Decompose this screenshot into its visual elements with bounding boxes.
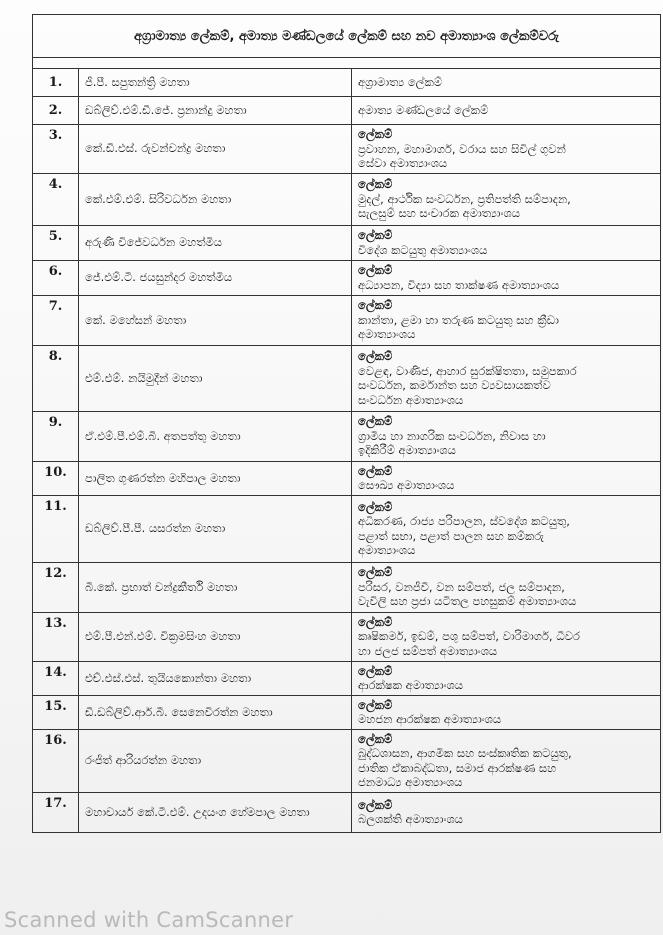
secretary-post (352, 69, 661, 97)
ministry-line: පරිසර, වනජීවී, වන සම්පත්, ජල සම්පාදන, (358, 579, 565, 594)
table-row (33, 461, 661, 495)
ministry-line: සැලසුම් සහ සංචාරක අමාත්‍යාංශය (358, 206, 520, 221)
secretary-post (352, 729, 661, 792)
secretary-name: ඩබ්ලිව්.පී.පී. යසරත්න මහතා (79, 495, 352, 562)
post-title: ලේකම් (358, 298, 393, 313)
row-number: 12. (33, 562, 79, 612)
table-title: අග්‍රාමාත්‍ය ලේකම්, අමාත්‍ය මණ්ඩලයේ ලේකම් සහ නව අමාත්‍යාංශ ලේකම්වරු (33, 15, 661, 58)
ministry-line: කාන්තා, ළමා හා තරුණ කටයුතු සහ ක්‍රීඩා (358, 312, 559, 327)
ministry-line: අධ්‍යාපන, විද්‍යා සහ තාක්ෂණ අමාත්‍යාංශය (358, 277, 560, 292)
ministry-line: කෘෂිකර්ම, ඉඩම්, පශු සම්පත්, වාරිමාර්ග, ධීවර (358, 629, 580, 644)
row-number: 7. (33, 295, 79, 345)
table-row (33, 411, 661, 461)
ministry-line: ග්‍රාමීය හා නාගරික සංවර්ධන, නිවාස හා (358, 428, 546, 443)
secretary-post (352, 411, 661, 461)
secretary-post (352, 173, 661, 225)
secretary-name: එම්.පී.එන්.එම්. වික්‍රමසිංහ මහතා (79, 612, 352, 661)
ministry-line: වැවිලි සහ ප්‍රජා යටිතල පහසුකම් අමාත්‍යාංශය (358, 594, 577, 609)
table-row (33, 695, 661, 729)
row-number: 6. (33, 260, 79, 295)
secretary-post (352, 695, 661, 729)
row-number: 17. (33, 792, 79, 832)
ministry-line: සේවා අමාත්‍යාංශය (358, 156, 448, 170)
post-title: ලේකම් (358, 614, 393, 629)
ministry-line: මහජන ආරක්ෂක අමාත්‍යාංශය (358, 712, 502, 726)
row-number: 16. (33, 729, 79, 792)
post-title: ලේකම් (358, 414, 393, 429)
ministry-line: විදේශ කටයුතු අමාත්‍යාංශය (358, 242, 488, 257)
ministry-line: වෙළඳ, වාණිජ, ආහාර සුරක්ෂිතතා, සමුපකාර (358, 363, 577, 378)
row-number: 4. (33, 173, 79, 225)
secretary-name: ඩබ්ලිව්.එම්.ඩී.ජේ. ප්‍රනාන්දු මහතා (79, 97, 352, 125)
table-row (33, 729, 661, 792)
secretary-post (352, 461, 661, 495)
table-row (33, 562, 661, 612)
post-title: ලේකම් (358, 463, 393, 478)
ministry-line: අමාත්‍යාංශය (358, 543, 416, 557)
row-number: 11. (33, 495, 79, 562)
ministry-line: සංවර්ධන අමාත්‍යාංශය (358, 392, 464, 407)
secretary-post (352, 612, 661, 661)
table-row (33, 97, 661, 125)
table-row (33, 495, 661, 562)
row-number: 8. (33, 345, 79, 411)
secretary-name: ඩී.ඩබ්ලිව්.ආර්.බී. සෙනෙවිරත්න මහතා (79, 695, 352, 729)
row-number: 15. (33, 695, 79, 729)
post-title: ලේකම් (358, 349, 393, 363)
ministry-line: පළාත් සභා, පළාත් පාලන සහ කම්කරු (358, 528, 544, 543)
row-number: 10. (33, 461, 79, 495)
secretary-name: එච්.එස්.එස්. තුයියකොන්තා මහතා (79, 661, 352, 695)
secretary-name: ඒ.එම්.පී.එම්.බී. අතපත්තු මහතා (79, 411, 352, 461)
secretary-name: අරුණි විජේවර්ධන මහත්මිය (79, 225, 352, 260)
row-number: 13. (33, 612, 79, 661)
secretary-name: බී.කේ. ප්‍රභාත් චන්ද්‍රකීර්ති මහතා (79, 562, 352, 612)
ministry-line: අධිකරණ, රාජ්‍ය පරිපාලන, ස්වදේශ කටයුතු, (358, 514, 570, 528)
table-row (33, 661, 661, 695)
post-title: ලේකම් (358, 731, 393, 746)
row-number: 2. (33, 97, 79, 125)
row-number: 5. (33, 225, 79, 260)
table-row (33, 792, 661, 832)
ministry-line: අමාත්‍යාංශය (358, 327, 416, 342)
table-row (33, 612, 661, 661)
secretary-name: කේ. මහේසන් මහතා (79, 295, 352, 345)
row-number: 1. (33, 69, 79, 97)
table-header-row (33, 15, 661, 58)
secretary-post (352, 661, 661, 695)
post-title: ලේකම් (358, 797, 393, 812)
ministry-line: ආරක්ෂක අමාත්‍යාංශය (358, 678, 464, 692)
row-number: 3. (33, 125, 79, 174)
secretary-post (352, 345, 661, 411)
secretary-post (352, 562, 661, 612)
secretary-post (352, 792, 661, 832)
secretary-name: ජී.පී. සපුතන්ත්‍රි මහතා (79, 69, 352, 97)
row-number: 14. (33, 661, 79, 695)
ministry-line: මුදල්, ආර්ථික සංවර්ධන, ප්‍රතිපත්ති සම්පාදන, (358, 191, 571, 206)
secretary-post (352, 97, 661, 125)
secretary-name: රංජිත් ආරියරත්න මහතා (79, 729, 352, 792)
secretaries-table (32, 14, 661, 833)
post-title: ලේකම් (358, 697, 393, 712)
post-title: අග්‍රාමාත්‍ය ලේකම් (358, 75, 443, 90)
ministry-line: ජනමාධ්‍ය අමාත්‍යාංශය (358, 775, 463, 789)
secretary-post (352, 295, 661, 345)
table-row (33, 345, 661, 411)
secretary-name: ජේ.එම්.ටී. ජයසුන්දර මහත්මිය (79, 260, 352, 295)
secretary-name: පාලිත ගුණරත්න මහිපාල මහතා (79, 461, 352, 495)
ministry-line: සංවර්ධන, කර්මාන්ත සහ ව්‍යවසායකත්ව (358, 378, 551, 392)
secretary-name: මහාචාර්ය කේ.ටී.එම්. උදයංග හේමපාල මහතා (79, 792, 352, 832)
post-title: ලේකම් (358, 228, 393, 242)
secretary-post (352, 225, 661, 260)
ministry-line: ඉදිකිරීම් අමාත්‍යාංශය (358, 443, 456, 458)
post-title: ලේකම් (358, 663, 393, 678)
post-title: ලේකම් (358, 499, 393, 514)
secretary-post (352, 495, 661, 562)
scanner-watermark: Scanned with CamScanner (4, 908, 294, 932)
secretary-name: කේ.ඩී.එස්. රුවන්චන්ද්‍ර මහතා (79, 125, 352, 174)
post-title: ලේකම් (358, 177, 393, 192)
table-row (33, 173, 661, 225)
post-title: ලේකම් (358, 263, 393, 277)
post-title: ලේකම් (358, 127, 393, 141)
table-row (33, 260, 661, 295)
table-row (33, 125, 661, 174)
table-row (33, 69, 661, 97)
header-spacer (33, 58, 661, 69)
ministry-line: සෞඛ්‍ය අමාත්‍යාංශය (358, 478, 455, 492)
ministry-line: බලශක්ති අමාත්‍යාංශය (358, 812, 463, 826)
post-title: අමාත්‍ය මණ්ඩලයේ ලේකම් (358, 103, 489, 118)
table-row (33, 225, 661, 260)
table-row (33, 295, 661, 345)
secretary-post (352, 260, 661, 295)
ministry-line: ජාතික ඒකාබද්ධතා, සමාජ ආරක්ෂණ සහ (358, 760, 557, 775)
secretary-name: එම්.එම්. නයිමුදීන් මහතා (79, 345, 352, 411)
post-title: ලේකම් (358, 565, 393, 580)
ministry-line: බුද්ධශාසන, ආගමික සහ සංස්කෘතික කටයුතු, (358, 746, 572, 760)
ministry-line: ප්‍රවාහන, මහාමාර්ග, වරාය සහ සිවිල් ගුවන් (358, 141, 566, 156)
ministry-line: හා ජලජ සම්පත් අමාත්‍යාංශය (358, 643, 498, 658)
row-number: 9. (33, 411, 79, 461)
secretary-name: කේ.එම්.එම්. සිරිවර්ධන මහතා (79, 173, 352, 225)
secretary-post (352, 125, 661, 174)
